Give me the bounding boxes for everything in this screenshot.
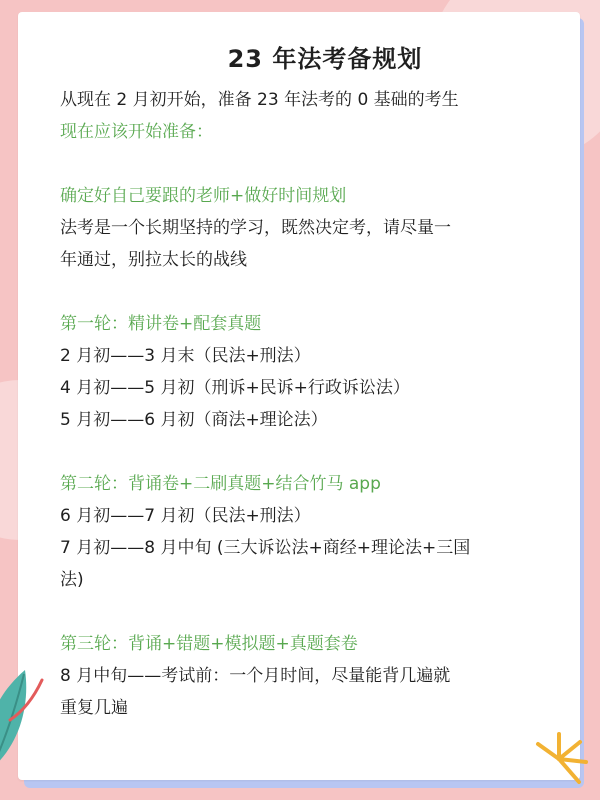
section-line: 法考是一个长期坚持的学习，既然决定考，请尽量一 <box>60 218 451 238</box>
spacer <box>60 276 580 308</box>
section-line: 8 月中旬——考试前：一个月时间，尽量能背几遍就 <box>60 666 451 686</box>
section-line: 7 月初——8 月中旬 (三大诉讼法+商经+理论法+三国 <box>60 538 471 558</box>
section-line: 5 月初——6 月初（商法+理论法） <box>60 410 328 430</box>
page-title: 23 年法考备规划 <box>227 45 423 73</box>
section-line: 2 月初——3 月末（民法+刑法） <box>60 346 311 366</box>
section-line: 4 月初——5 月初（刑诉+民诉+行政诉讼法） <box>60 378 410 398</box>
intro-line: 现在应该开始准备： <box>60 122 213 142</box>
section-line: 6 月初——7 月初（民法+刑法） <box>60 506 311 526</box>
section-heading: 确定好自己要跟的老师+做好时间规划 <box>60 186 347 206</box>
section-heading: 第三轮：背诵+错题+模拟题+真题套卷 <box>60 634 358 654</box>
spacer <box>60 596 580 628</box>
section-heading: 第一轮：精讲卷+配套真题 <box>60 314 262 334</box>
section-line: 重复几遍 <box>60 698 128 718</box>
spacer <box>60 148 580 180</box>
section-line: 年通过，别拉太长的战线 <box>60 250 247 270</box>
leaf-icon <box>0 660 50 780</box>
document-content <box>60 42 580 724</box>
spacer <box>60 436 580 468</box>
sparkle-icon <box>524 724 594 794</box>
section-line: 法) <box>60 570 84 590</box>
section-heading: 第二轮：背诵卷+二刷真题+结合竹马 app <box>60 474 381 494</box>
intro-line: 从现在 2 月初开始，准备 23 年法考的 0 基础的考生 <box>60 90 459 110</box>
paper-sheet <box>18 12 580 780</box>
